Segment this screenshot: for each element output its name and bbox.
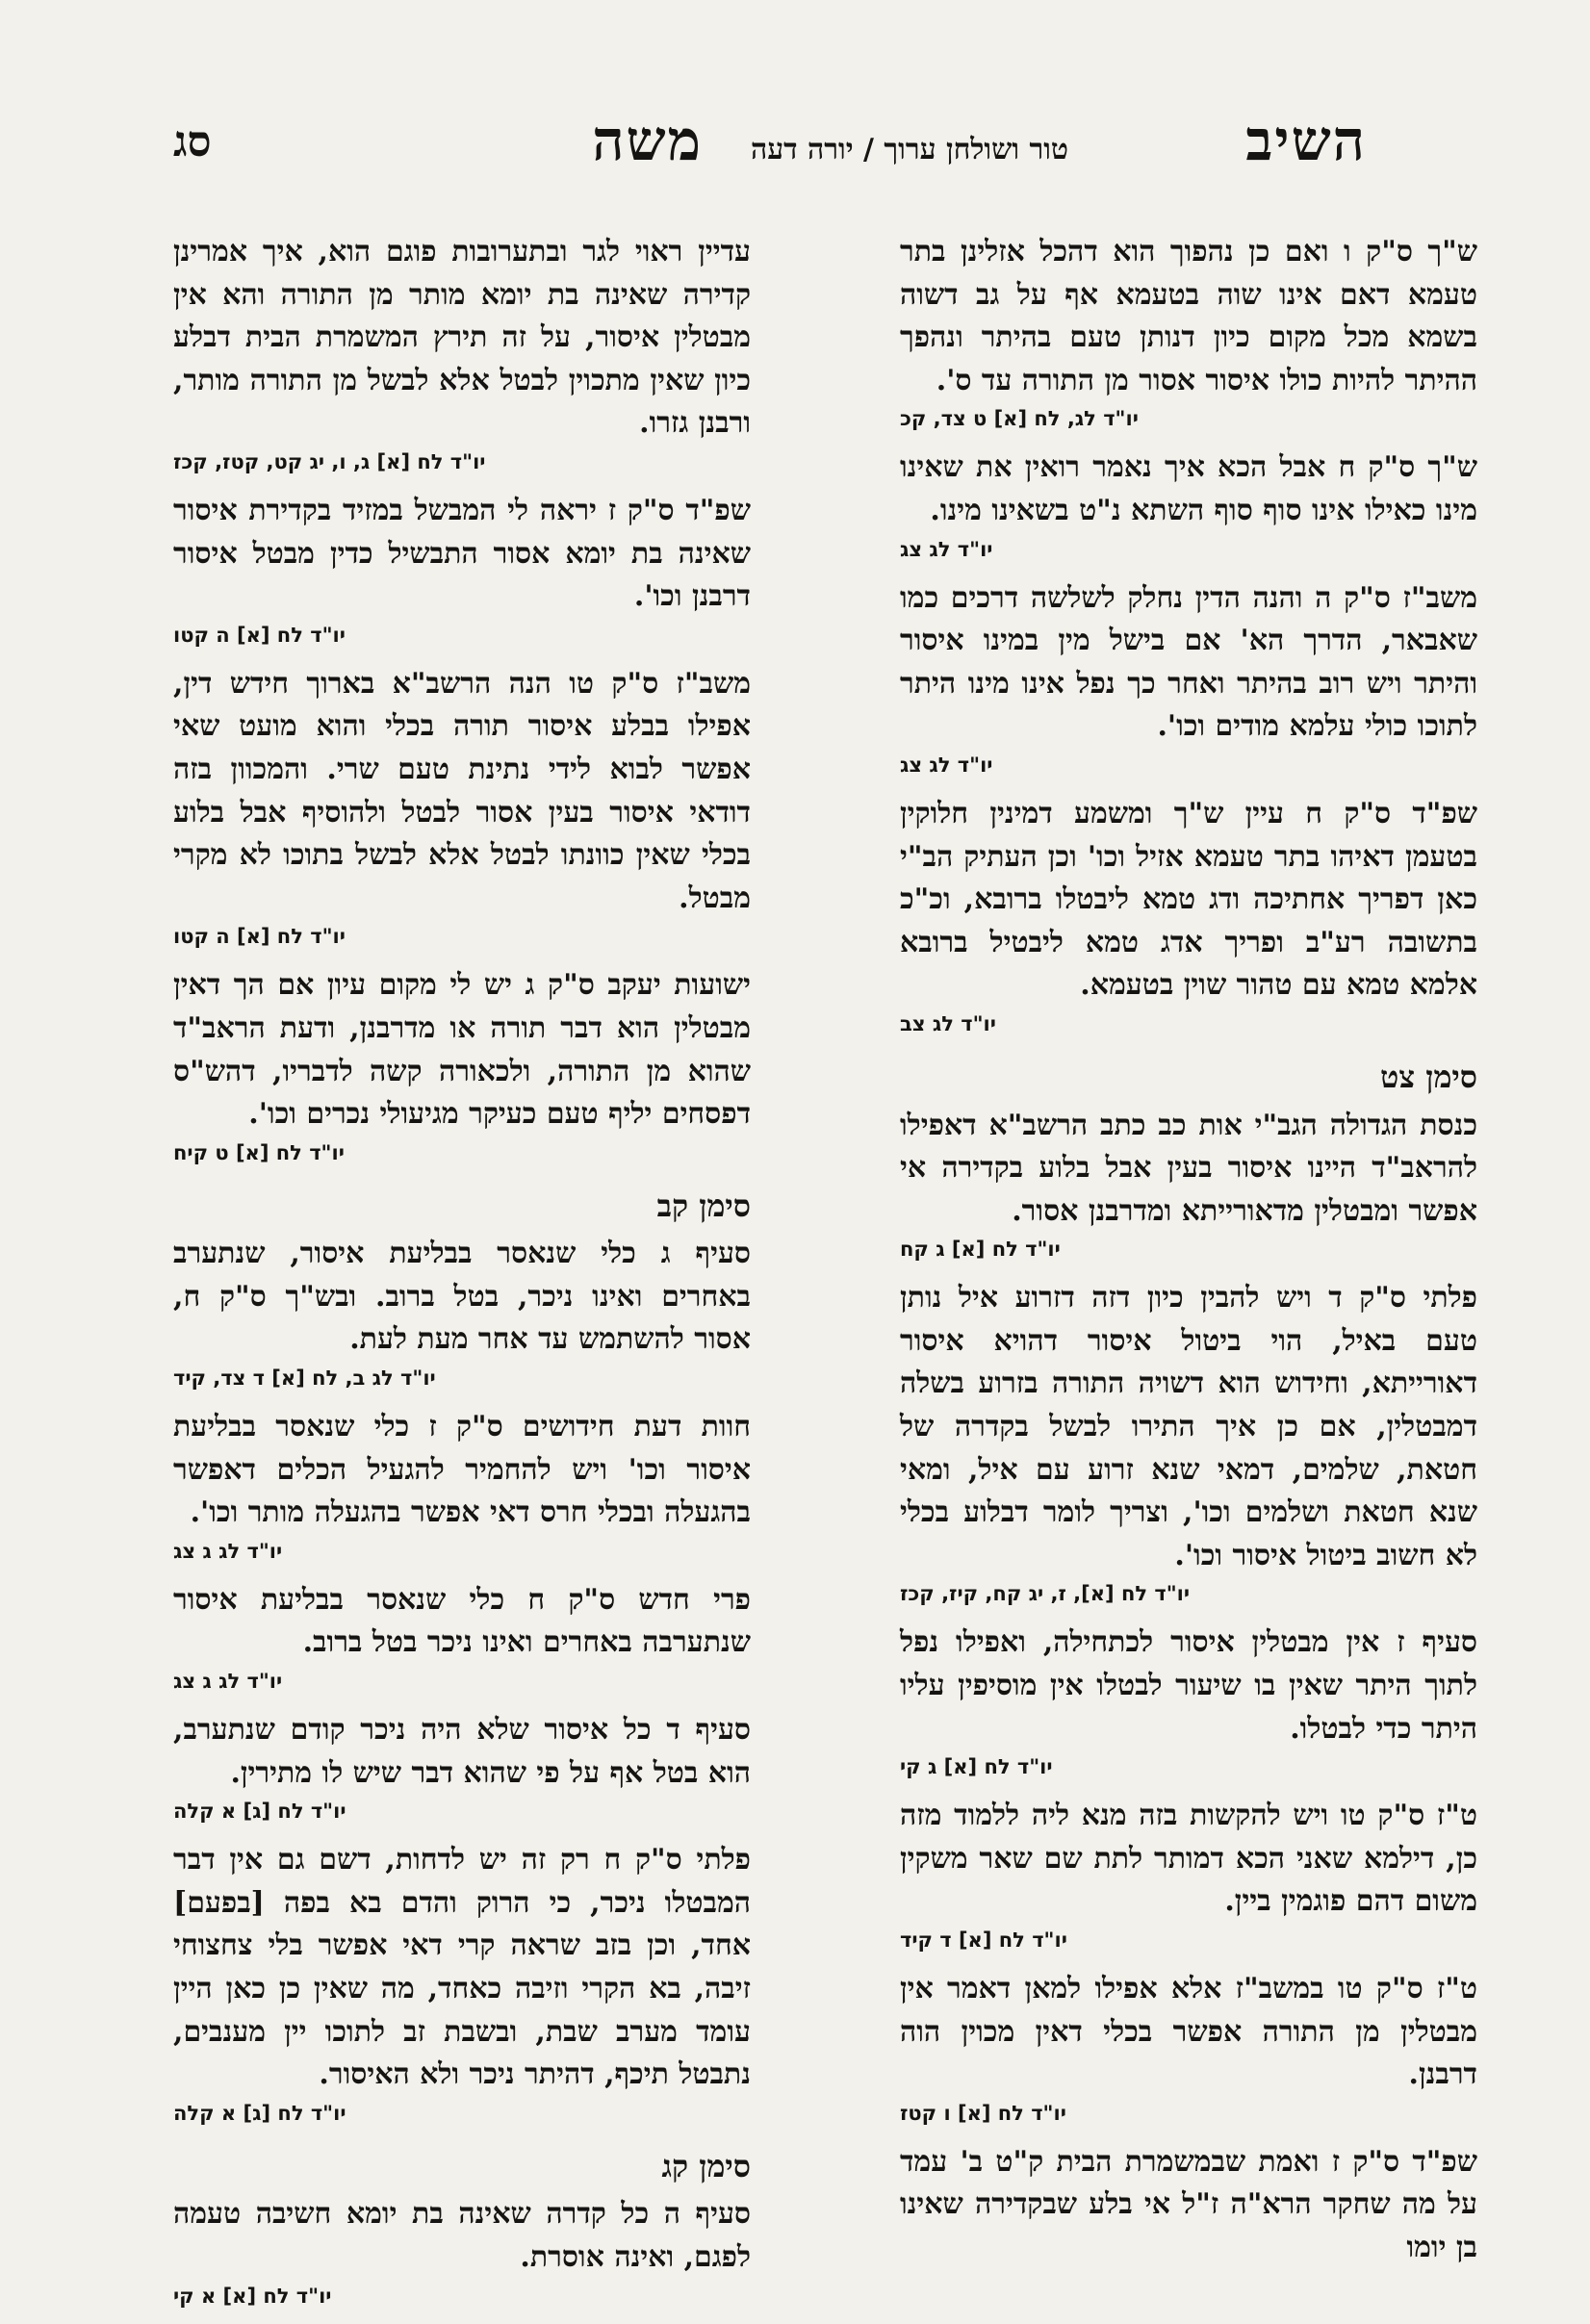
source-reference: יו"ד לח [ג] א קלה	[173, 2101, 346, 2125]
source-reference: יו"ד לג ג צג	[173, 1670, 283, 1694]
entry-text: ט"ז ס"ק טו ויש להקשות בזה מנא ליה ללמוד מזה כן, דילמא שאני הכא דמותר לתת שם שאר משקין משום דהם פוגמין ביין.	[900, 1799, 1477, 1919]
entry-text: פרי חדש ס"ק ח כלי שנאסר בבליעת איסור שנתערבה באחרים ואינו ניכר בטל ברוב.	[173, 1582, 751, 1660]
running-header	[173, 108, 1367, 185]
entry-text: סעיף ג כלי שנאסר בבליעת איסור, שנתערב באחרים ואינו ניכר, בטל ברוב. ובש"ך ס"ק ח, אסור להשתמש עד אחר מעת לעת.	[173, 1237, 751, 1357]
commentary-entry	[900, 1105, 1477, 1264]
source-reference: יו"ד לח [א] ה קטו	[173, 925, 346, 949]
header-subtitle: טור ושולחן ערוך / יורה דעה	[750, 133, 1068, 166]
entry-text: ש"ך ס"ק ח אבל הכא איך נאמר רואין את שאינו מינו כאילו אינו סוף סוף השתא נ"ט בשאינו מינו.	[900, 450, 1477, 527]
commentary-entry	[900, 447, 1477, 563]
source-reference: יו"ד לג ג צג	[173, 1539, 283, 1563]
page-number: סג	[173, 117, 212, 166]
entry-text: פלתי ס"ק ח רק זה יש לדחות, דשם גם אין דבר המבטלו ניכר, כי הרוק והדם בא בפה [בפעם] אחד, וכן בזב שראה קרי דאי אפשר בלי צחצוחי זיבה, בא הקרי וזיבה כאחד, מה שאין כן כאן היין עומד מערב שבת, ובשבת זב לתוכו יין מענבים, נתבטל תיכף, דהיתר ניכר ולא האיסור.	[173, 1843, 751, 2092]
entry-text: ש"ך ס"ק ו ואם כן נהפוך הוא דהכל אזלינן בתר טעמא דאם אינו שוה בטעמא אף על גב דשוה בשמא מכל מקום כיון דנותן טעם בהיתר ונהפך ההיתר להיות כולו איסור אסור מן התורה עד ס'.	[900, 235, 1477, 397]
entry-text: חוות דעת חידושים ס"ק ז כלי שנאסר בבליעת איסור וכו' ויש להחמיר להגעיל הכלים דאפשר בהגעלה ובכלי חרס דאי אפשר בהגעלה מותר וכו'.	[173, 1410, 751, 1530]
commentary-entry	[173, 964, 751, 1166]
source-reference: יו"ד לג ב, לח [א] ד צד, קיד	[173, 1366, 436, 1391]
commentary-entry	[173, 490, 751, 650]
commentary-entry	[173, 1839, 751, 2128]
entry-text: סעיף ז אין מבטלין איסור לכתחילה, ואפילו נפל לתוך היתר שאין בו שיעור לבטלו אין מוסיפין עליו היתר כדי לבטלו.	[900, 1625, 1477, 1746]
header-title-left: משה	[592, 108, 703, 173]
source-reference: יו"ד לח [א] ד קיד	[900, 1928, 1067, 1952]
entry-text: שפ"ד ס"ק ז יראה לי המבשל במזיד בקדירת איסור שאינה בת יומא אסור התבשיל כדין מבטל איסור דרבנן וכו'.	[173, 493, 751, 614]
commentary-entry	[173, 1233, 751, 1392]
source-reference: יו"ד לח [א] ט קיח	[173, 1140, 345, 1164]
siman-heading: סימן קג	[661, 2147, 751, 2184]
commentary-entry	[173, 1406, 751, 1566]
source-reference: יו"ד לח [א] ה קטו	[173, 623, 346, 647]
source-reference: יו"ד לג צג	[900, 753, 993, 777]
siman-heading: סימן קב	[656, 1187, 751, 1224]
left-text-column	[173, 231, 751, 2324]
source-reference: יו"ד לח [א] ג קח	[900, 1238, 1061, 1262]
source-reference: יו"ד לח [א], ז, יג קח, קיז, קכז	[900, 1582, 1191, 1606]
right-text-column	[900, 231, 1477, 2284]
entry-text: משב"ז ס"ק טו הנה הרשב"א בארוך חידש דין, אפילו בבלע איסור תורה בכלי והוא מועט שאי אפשר לבוא לידי נתינת טעם שרי. והמכוון בזה דודאי איסור בעין אסור לבטל ולהוסיף אבל בלוע בכלי שאין כוונתו לבטל אלא לבשל בתוכו לא מקרי מבטל.	[173, 666, 751, 915]
entry-text: שפ"ד ס"ק ח עיין ש"ך ומשמע דמינין חלוקין בטעמן דאיהו בתר טעמא אזיל וכו' וכן העתיק הב"י כאן דפריך אחתיכה ודג טמא ליבטלו ברובא, וכ"כ בתשובה רע"ב ופריך אדג טמא ליבטיל ברובא אלמא טמא עם טהור שוין בטעמא.	[900, 796, 1477, 1003]
commentary-entry	[900, 1795, 1477, 1954]
source-reference: יו"ד לג צג	[900, 537, 993, 561]
entry-text: סעיף ה כל קדרה שאינה בת יומא חשיבה טעמה לפגם, ואינה אוסרת.	[173, 2197, 751, 2274]
source-reference: יו"ד לג, לח [א] ט צד, קכ	[900, 407, 1139, 431]
commentary-entry	[900, 1622, 1477, 1781]
commentary-entry	[173, 1709, 751, 1826]
commentary-entry	[900, 1277, 1477, 1608]
commentary-entry	[173, 231, 751, 476]
commentary-entry	[900, 2141, 1477, 2270]
commentary-entry	[900, 231, 1477, 433]
commentary-entry	[900, 577, 1477, 779]
entry-text: משב"ז ס"ק ה והנה הדין נחלק לשלשה דרכים כמו שאבאר, הדרך הא' אם בישל מין במינו איסור והיתר ויש רוב בהיתר ואחר כך נפל אינו מינו היתר לתוכו כולי עלמא מודים וכו'.	[900, 580, 1477, 744]
siman-heading: סימן צט	[1380, 1058, 1477, 1095]
source-reference: יו"ד לג צב	[900, 1011, 996, 1035]
entry-text: פלתי ס"ק ד ויש להבין כיון דזה דזרוע איל נותן טעם באיל, הוי ביטול איסור דהויא איסור דאורייתא, וחידוש הוא דשויה התורה בזרוע בשלה דמבטלין, אם כן איך התירו לבשל בקדרה של חטאת, שלמים, דמאי שנא זרוע עם איל, ומאי שנא חטאת ושלמים וכו', וצריך לומר דבלוע בכלי לא חשוב ביטול איסור וכו'.	[900, 1281, 1477, 1572]
entry-text: ישועות יעקב ס"ק ג יש לי מקום עיון אם הך דאין מבטלין הוא דבר תורה או מדרבנן, ודעת הראב"ד שהוא מן התורה, ולכאורה קשה לדבריו, דהש"ס דפסחים יליף טעם כעיקר מגיעולי נכרים וכו'.	[173, 968, 751, 1132]
entry-text: סעיף ד כל איסור שלא היה ניכר קודם שנתערב, הוא בטל אף על פי שהוא דבר שיש לו מתירין.	[173, 1713, 751, 1790]
source-reference: יו"ד לח [א] ג קי	[900, 1755, 1053, 1779]
entry-text: שפ"ד ס"ק ז ואמת שבמשמרת הבית ק"ט ב' עמד על מה שחקר הרא"ה ז"ל אי בלע שבקדירה שאינו בן יומו	[900, 2144, 1477, 2264]
source-reference: יו"ד לח [א] א קי	[173, 2284, 332, 2308]
source-reference: יו"ד לח [א] ג, ו, יג קט, קטז, קכז	[173, 449, 486, 473]
commentary-entry	[173, 663, 751, 952]
commentary-entry	[900, 1968, 1477, 2128]
commentary-entry	[900, 793, 1477, 1038]
header-title-right: השיב	[1245, 108, 1367, 173]
commentary-entry	[173, 2193, 751, 2310]
source-reference: יו"ד לח [א] ו קטז	[900, 2101, 1066, 2125]
entry-text: כנסת הגדולה הגב"י אות כב כתב הרשב"א דאפילו להראב"ד היינו איסור בעין אבל בלוע בקדירה אי אפשר ומבטלין מדאורייתא ומדרבנן אסור.	[900, 1108, 1477, 1228]
entry-text: עדיין ראוי לגר ובתערובות פוגם הוא, איך אמרינן קדירה שאינה בת יומא מותר מן התורה והא אין מבטלין איסור, על זה תירץ המשמרת הבית דבלע כיון שאין מתכוין לבטל אלא לבשל מן התורה מותר, ורבנן גזרו.	[173, 235, 751, 441]
commentary-entry	[173, 1579, 751, 1696]
entry-text: ט"ז ס"ק טו במשב"ז אלא אפילו למאן דאמר אין מבטלין מן התורה אפשר בכלי דאין מכוין הוה דרבנן.	[900, 1972, 1477, 2092]
source-reference: יו"ד לח [ג] א קלה	[173, 1800, 346, 1824]
